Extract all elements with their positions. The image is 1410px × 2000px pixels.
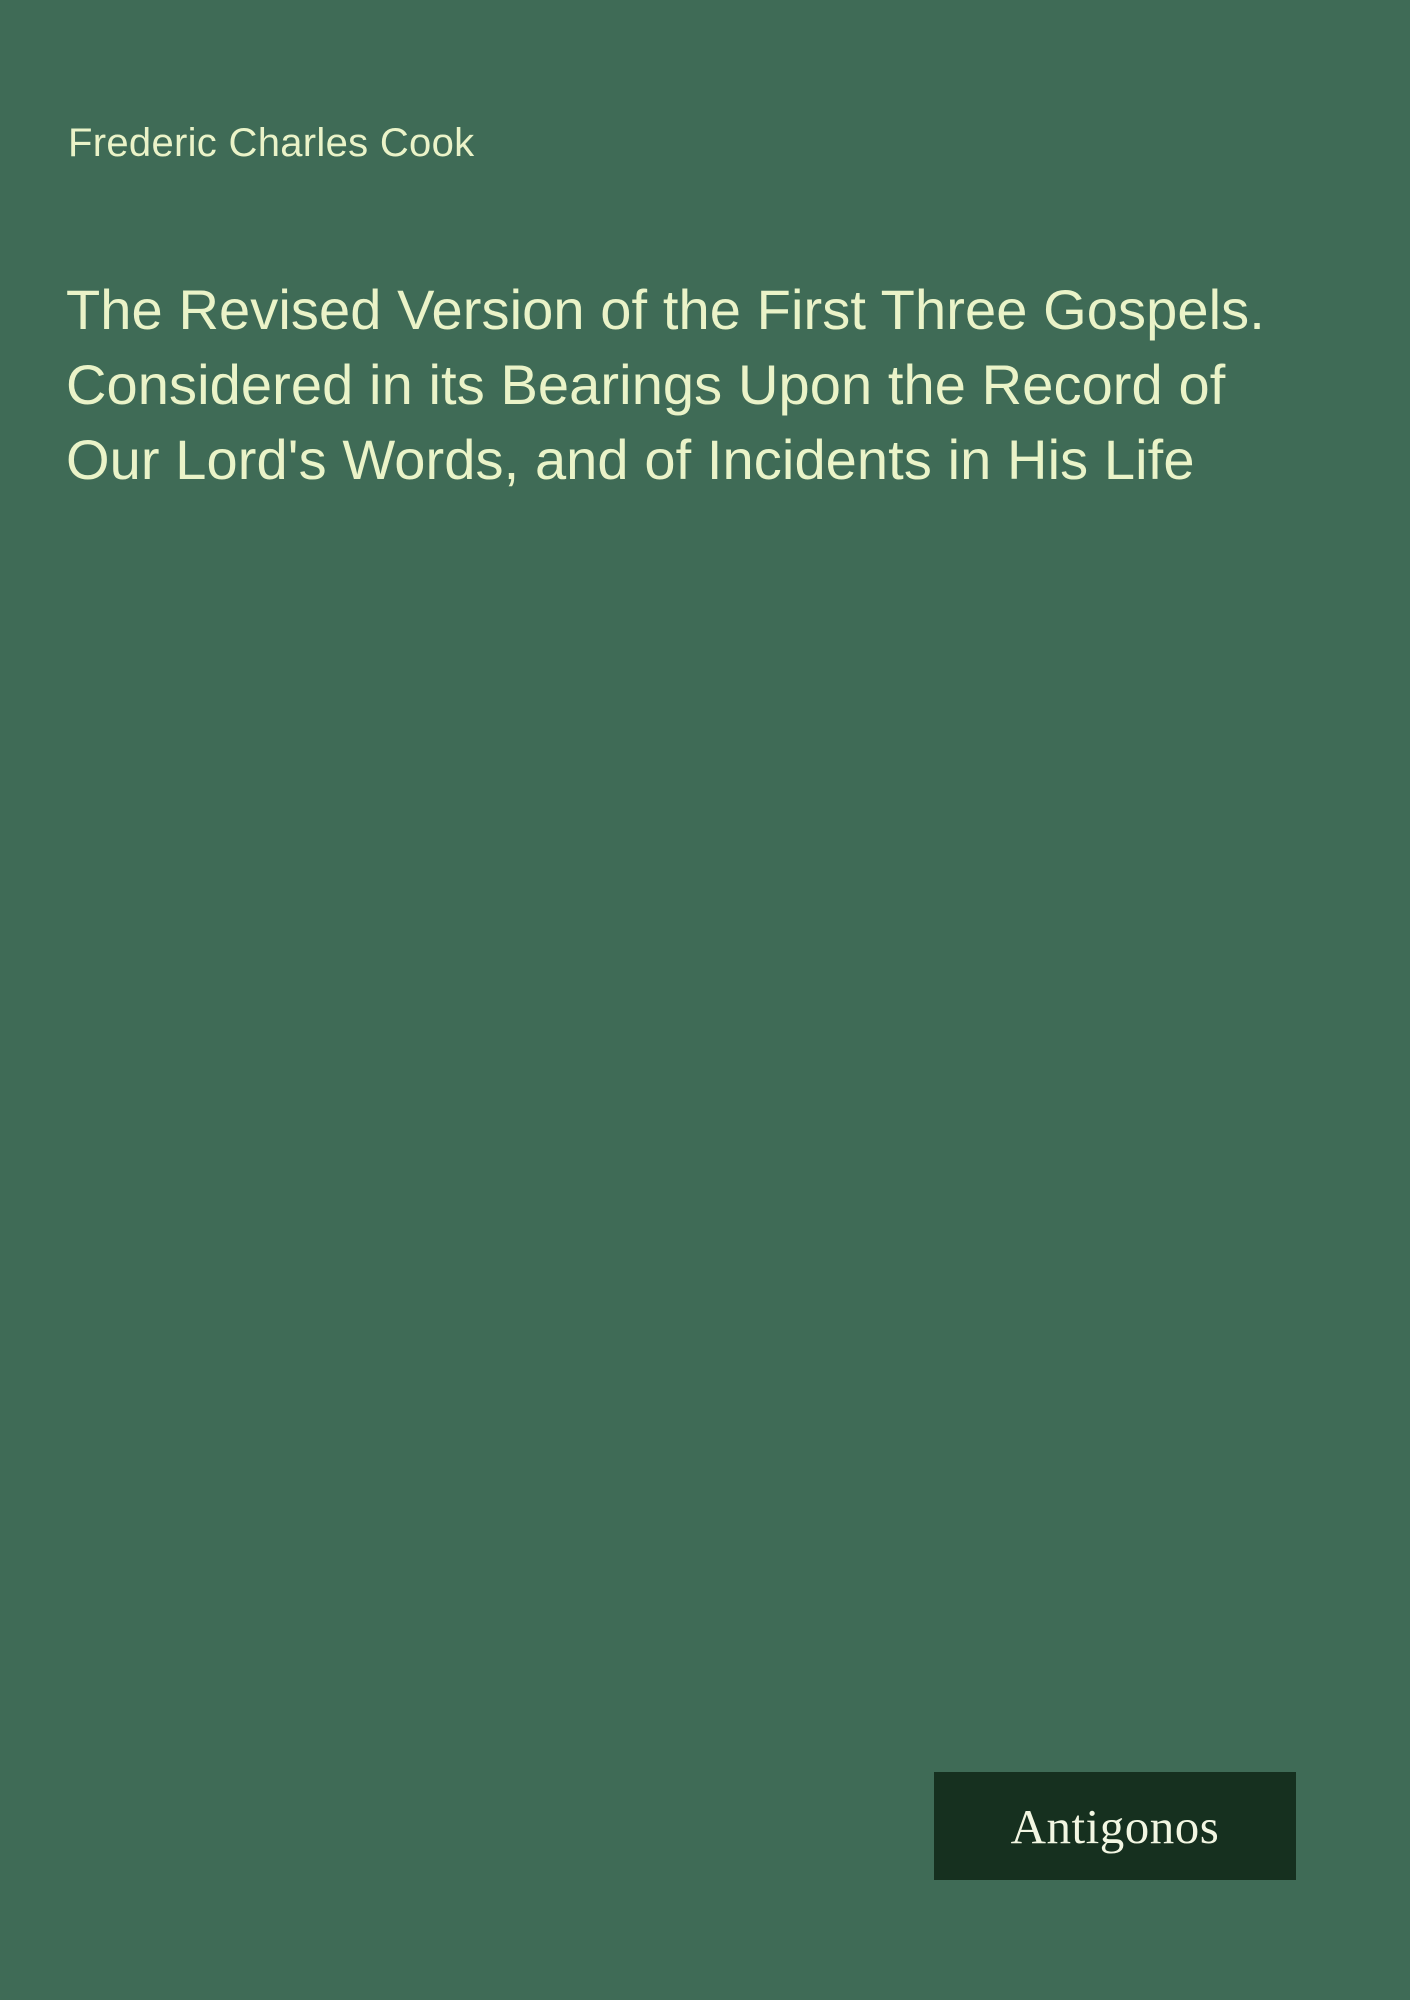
book-title: The Revised Version of the First Three Gospels. Considered in its Bearings Upon the Record of Our Lord's Words, and of Incidents in His Life: [66, 278, 1265, 492]
publisher-name: Antigonos: [1010, 1798, 1220, 1854]
publisher-badge: [934, 1772, 1296, 1880]
author-name: Frederic Charles Cook: [68, 121, 475, 165]
